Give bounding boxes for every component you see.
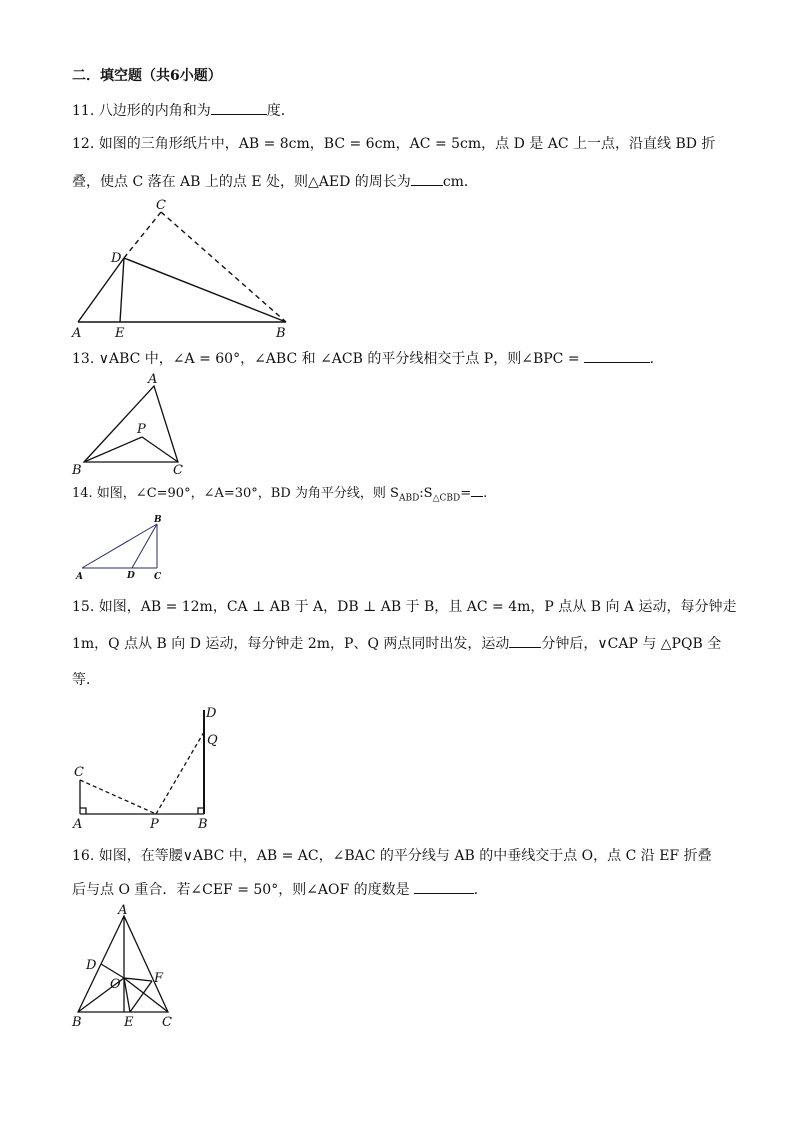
label-a: A: [76, 572, 83, 582]
segment-pc: [142, 437, 178, 462]
label-c: C: [162, 1015, 172, 1030]
segment-cb-dashed: [161, 212, 286, 322]
label-d: D: [206, 706, 217, 721]
segment-bp: [84, 437, 142, 462]
q16-suffix: ．: [473, 882, 488, 898]
q14-ratio: :S: [419, 486, 433, 501]
q14-equals: =: [460, 486, 472, 501]
label-e: E: [115, 326, 125, 341]
label-a: A: [118, 903, 128, 918]
answer-blank[interactable]: [584, 348, 650, 363]
q12-figure: [68, 196, 300, 342]
question-15-line2: [72, 633, 721, 654]
triangle-abc: [84, 386, 178, 462]
question-14: [72, 482, 487, 509]
label-o: O: [110, 977, 121, 992]
segment-de: [120, 258, 124, 322]
label-d: D: [111, 251, 122, 266]
question-16-line2: [72, 879, 488, 900]
label-a: A: [148, 372, 158, 387]
label-f: F: [154, 971, 164, 986]
q16-line1: 16. 如图，在等腰∨ABC 中，AB = AC，∠BAC 的平分线与 AB 的中垂线交于点 O，点 C 沿 EF 折叠: [72, 848, 712, 864]
label-c: C: [173, 463, 183, 478]
label-p: P: [150, 817, 159, 832]
q12-suffix: cm．: [442, 174, 478, 190]
q16-figure: [68, 900, 188, 1032]
answer-blank[interactable]: [411, 171, 443, 186]
question-12-line2: [72, 171, 478, 192]
label-p: P: [137, 422, 146, 437]
q15-figure: [68, 700, 228, 834]
label-b: B: [276, 326, 286, 341]
q15-text: 1m，Q 点从 B 向 D 运动，每分钟走 2m，P、Q 两点同时出发，运动: [72, 636, 510, 652]
q13-text: 13. ∨ABC 中，∠A = 60°，∠ABC 和 ∠ACB 的平分线相交于点 P，则∠BPC =: [72, 351, 580, 367]
q11-text: 11. 八边形的内角和为: [72, 103, 211, 119]
segment-oe: [124, 978, 130, 1012]
q14-suffix: .: [483, 486, 488, 501]
q14-sub-cbd: △CBD: [432, 493, 461, 504]
q14-sub-abd: ABD: [398, 493, 420, 504]
label-c: C: [154, 572, 162, 582]
segment-pq-dashed: [156, 732, 204, 814]
q15-line3: 等．: [72, 672, 100, 688]
q14-figure: [72, 512, 172, 584]
segment-db: [124, 258, 286, 322]
section-title: 二．填空题（共6小题）: [72, 68, 222, 84]
label-a: A: [73, 817, 83, 832]
segment-bd: [132, 524, 157, 568]
segment-dc-dashed: [124, 212, 161, 258]
label-a: A: [72, 326, 82, 341]
label-b: B: [72, 1015, 82, 1030]
q13-suffix: ．: [649, 351, 664, 367]
q15-line1: 15. 如图，AB = 12m，CA ⊥ AB 于 A，DB ⊥ AB 于 B，且 AC = 4m，P 点从 B 向 A 运动，每分钟走: [72, 599, 737, 615]
question-11: [72, 100, 295, 121]
answer-blank[interactable]: [211, 100, 267, 115]
label-d: D: [86, 958, 97, 973]
label-c: C: [74, 765, 84, 780]
segment-cp-dashed: [80, 780, 156, 814]
q16-text: 后与点 O 重合．若∠CEF = 50°，则∠AOF 的度数是: [72, 882, 410, 898]
q14-text: 14. 如图，∠C=90°，∠A=30°，BD 为角平分线，则 S: [72, 486, 399, 501]
q13-figure: [68, 370, 198, 480]
label-b: B: [198, 817, 208, 832]
question-13: [72, 348, 664, 369]
label-d: D: [127, 571, 135, 581]
label-q: Q: [207, 733, 218, 748]
segment-ad: [78, 258, 124, 322]
right-angle-a: [80, 808, 86, 814]
label-c: C: [156, 198, 166, 213]
label-b: B: [72, 463, 82, 478]
q15-suffix: 分钟后，∨CAP 与 △PQB 全: [541, 636, 722, 652]
label-b: B: [154, 515, 162, 525]
answer-blank[interactable]: [414, 879, 474, 894]
segment-ab: [82, 524, 157, 568]
label-e: E: [124, 1015, 134, 1030]
q11-suffix: 度．: [266, 103, 295, 119]
segment-do: [101, 964, 124, 978]
answer-blank[interactable]: [509, 633, 541, 648]
answer-blank[interactable]: [471, 482, 483, 497]
q12-text: 叠，使点 C 落在 AB 上的点 E 处，则△AED 的周长为: [72, 174, 411, 190]
q12-line1: 12. 如图的三角形纸片中，AB = 8cm，BC = 6cm，AC = 5cm，点 D 是 AC 上一点，沿直线 BD 折: [72, 136, 716, 152]
